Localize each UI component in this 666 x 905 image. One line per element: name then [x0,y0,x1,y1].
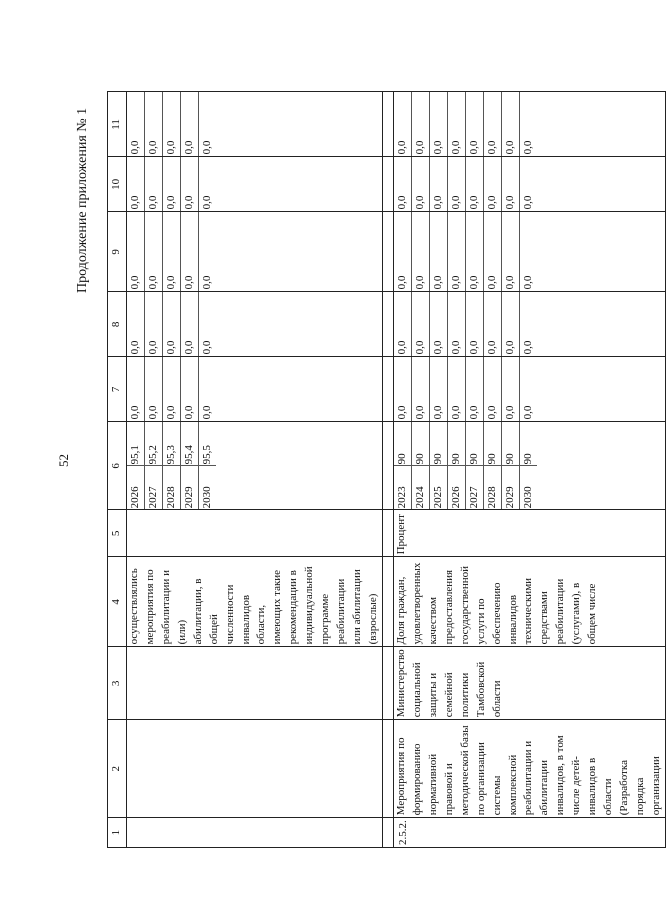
col7-values: 0,0 0,0 0,0 0,0 0,0 [126,357,382,422]
row-number: 2.5.2. [393,818,665,848]
indicator-cell: осуществлялись мероприятия по реабилитации и (или) абилитации, в общей численности инвалидов области, имеющих такие рекомендации в индивидуальной программе реабилитации или абилитации (взрослые) [126,557,382,647]
continuation-title: Продолжение приложения № 1 [75,107,90,293]
col9-values: 0,0 0,0 0,0 0,0 0,0 0,0 0,0 0,0 [393,212,665,292]
col-head-11: 11 [108,92,127,157]
col-head-7: 7 [108,357,127,422]
year-value-cell [126,422,382,510]
col-head-1: 1 [108,818,127,848]
indicator-cell: Доля граждан, удовлетворенных качеством предоставления государственной услуги по обеспечению инвалидов техническими средствами реабилитации (услугами), в общем числе [393,557,665,647]
col-head-5: 5 [108,510,127,557]
page-number: 52 [56,454,71,467]
col-head-3: 3 [108,647,127,720]
col-head-10: 10 [108,157,127,212]
executor-cell: Министерство социальной защиты и семейной политики Тамбовской области [393,647,665,720]
col-head-2: 2 [108,720,127,818]
program-table [107,91,666,848]
spacer-row [382,92,393,848]
measure-cell: Мероприятия по формированию нормативной правовой и методической базы по организации системы комплексной реабилитации и абилитации инвалидов, в том числе детей-инвалидов в области (Разработка порядка организации [393,720,665,818]
table-row-b [393,92,665,848]
col-head-4: 4 [108,557,127,647]
unit-cell: Процент [393,510,665,557]
col10-values: 0,0 0,0 0,0 0,0 0,0 [126,157,382,212]
col11-values: 0,0 0,0 0,0 0,0 0,0 [126,92,382,157]
col9-values: 0,0 0,0 0,0 0,0 0,0 [126,212,382,292]
col-head-8: 8 [108,292,127,357]
col11-values: 0,0 0,0 0,0 0,0 0,0 0,0 0,0 0,0 [393,92,665,157]
header-row [108,92,127,848]
col7-values: 0,0 0,0 0,0 0,0 0,0 0,0 0,0 0,0 [393,357,665,422]
table-row-a [126,92,382,848]
col8-values: 0,0 0,0 0,0 0,0 0,0 0,0 0,0 0,0 [393,292,665,357]
year-value-list: 2026 95,1 2027 95,2 2028 95,3 2029 95,4 2030 95,5 [127,422,216,509]
col-head-6: 6 [108,422,127,510]
col8-values: 0,0 0,0 0,0 0,0 0,0 [126,292,382,357]
col10-values: 0,0 0,0 0,0 0,0 0,0 0,0 0,0 0,0 [393,157,665,212]
year-value-cell [393,422,665,510]
year-value-list: 2023 90 2024 90 2025 90 2026 90 2027 90 2028 90 2029 90 2030 90 [394,422,537,509]
col-head-9: 9 [108,212,127,292]
